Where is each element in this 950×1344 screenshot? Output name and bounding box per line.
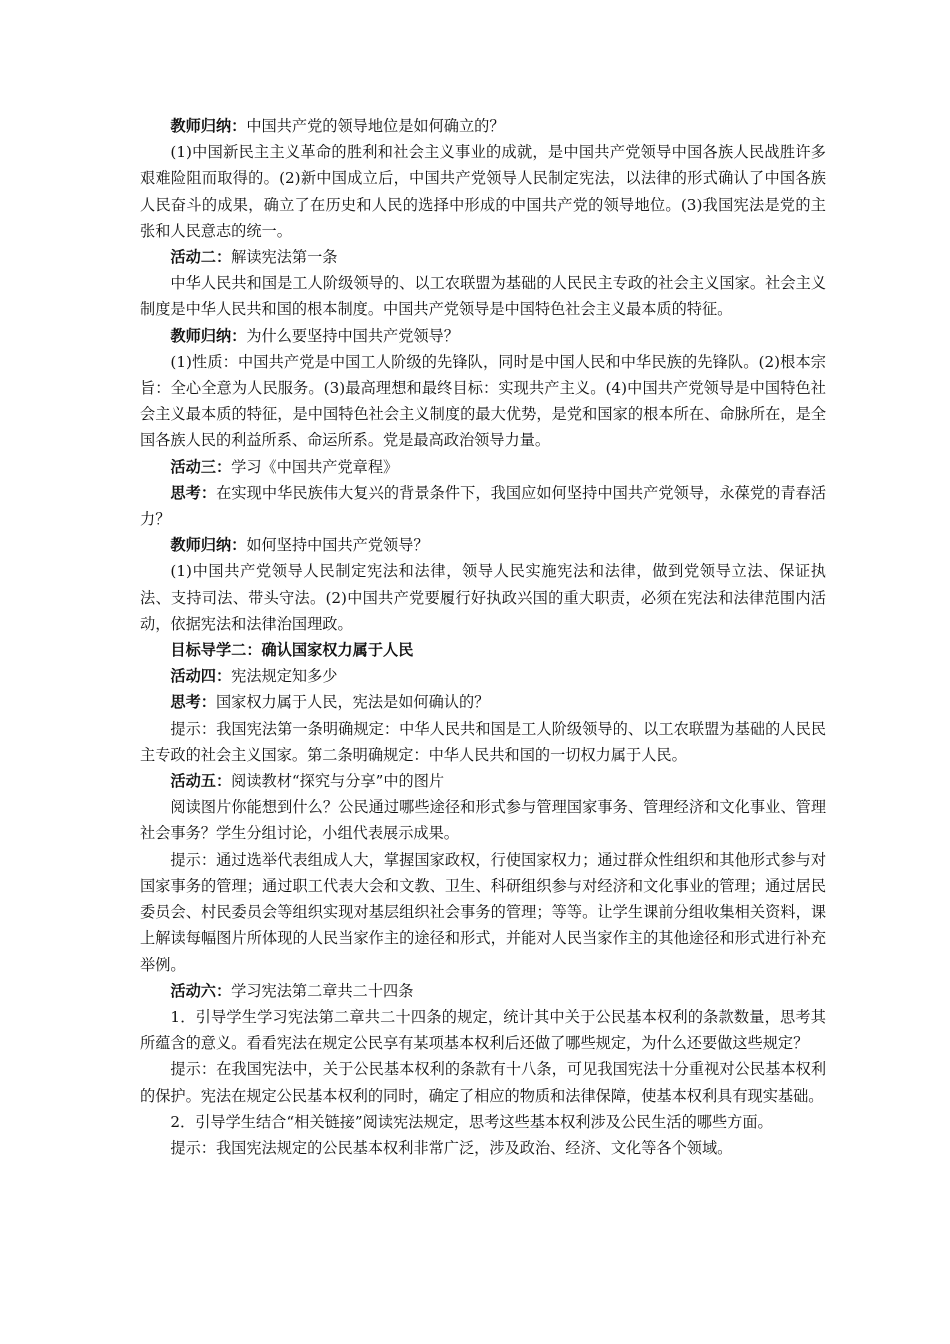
paragraph-2 — [140, 139, 826, 244]
paragraph-text: 解读宪法第一条 — [231, 248, 338, 267]
paragraph-10 — [140, 558, 826, 637]
paragraph-14 — [140, 716, 826, 768]
label-teacher-summary: 教师归纳： — [170, 326, 247, 345]
paragraph-19 — [140, 1004, 826, 1056]
paragraph-text: (1)中国新民主主义革命的胜利和社会主义事业的成就，是中国共产党领导中国各族人民战胜许多艰难险阻而取得的。(2)新中国成立后，中国共产党领导人民制定宪法，以法律的形式确认了中国各族人民奋斗的成果，确立了在历史和人民的选择中形成的中国共产党的领导地位。(3)我国宪法是党的主张和人民意志的统一。 — [140, 143, 826, 240]
paragraph-16 — [140, 794, 826, 846]
label-activity-3: 活动三： — [170, 457, 232, 476]
paragraph-text: 中华人民共和国是工人阶级领导的、以工农联盟为基础的人民民主专政的社会主义国家。社会主义制度是中华人民共和国的根本制度。中国共产党领导是中国特色社会主义最本质的特征。 — [140, 274, 826, 319]
paragraph-18 — [140, 978, 826, 1004]
label-teacher-summary: 教师归纳： — [170, 536, 247, 555]
label-think: 思考： — [170, 483, 217, 502]
label-activity-2: 活动二： — [170, 248, 232, 267]
label-activity-4: 活动四： — [170, 667, 232, 686]
paragraph-text: 阅读图片你能想到什么？公民通过哪些途径和形式参与管理国家事务、管理经济和文化事业、管理社会事务？学生分组讨论，小组代表展示成果。 — [140, 798, 826, 843]
label-teacher-summary: 教师归纳： — [170, 117, 247, 135]
paragraph-text: 学习《中国共产党章程》 — [231, 457, 399, 476]
paragraph-text: 提示：我国宪法规定的公民基本权利非常广泛，涉及政治、经济、文化等各个领域。 — [170, 1138, 733, 1157]
paragraph-15 — [140, 768, 826, 794]
paragraph-20 — [140, 1056, 826, 1108]
paragraph-21 — [140, 1109, 826, 1135]
label-think: 思考： — [170, 693, 216, 712]
paragraph-text: 提示：通过选举代表组成人大，掌握国家政权，行使国家权力；通过群众性组织和其他形式参与对国家事务的管理；通过职工代表大会和文教、卫生、科研组织参与对经济和文化事业的管理；通过居民委员会、村民委员会等组织实现对基层组织社会事务的管理；等等。让学生课前分组收集相关资料，课上解读每幅图片所体现的人民当家作主的途径和形式，并能对人民当家作主的其他途径和形式进行补充举例。 — [140, 850, 826, 974]
section-heading — [140, 637, 826, 663]
paragraph-text: 为什么要坚持中国共产党领导？ — [246, 326, 459, 345]
paragraph-text: 阅读教材“探究与分享”中的图片 — [231, 772, 445, 791]
paragraph-9 — [140, 532, 826, 558]
label-activity-5: 活动五： — [170, 772, 232, 791]
paragraph-text: 宪法规定知多少 — [231, 667, 338, 686]
paragraph-12 — [140, 663, 826, 689]
paragraph-text: 在实现中华民族伟大复兴的背景条件下，我国应如何坚持中国共产党领导，永葆党的青春活力？ — [140, 483, 827, 529]
paragraph-text: 中国共产党的领导地位是如何确立的？ — [246, 117, 505, 135]
paragraph-3 — [140, 244, 826, 270]
heading-goal-2: 目标导学二：确认国家权力属于人民 — [170, 641, 414, 660]
label-activity-6: 活动六： — [170, 981, 232, 1000]
paragraph-5 — [140, 323, 826, 349]
paragraph-text: 2．引导学生结合“相关链接”阅读宪法规定，思考这些基本权利涉及公民生活的哪些方面。 — [170, 1112, 773, 1131]
document-page — [140, 113, 826, 1161]
paragraph-4 — [140, 270, 826, 322]
paragraph-13 — [140, 689, 826, 715]
paragraph-text: (1)中国共产党领导人民制定宪法和法律，领导人民实施宪法和法律，做到党领导立法、保证执法、支持司法、带头守法。(2)中国共产党要履行好执政兴国的重大职责，必须在宪法和法律范围内活动，依据宪法和法律治国理政。 — [140, 562, 826, 633]
paragraph-6 — [140, 349, 826, 454]
paragraph-17 — [140, 847, 826, 978]
paragraph-text: 学习宪法第二章共二十四条 — [231, 981, 414, 1000]
paragraph-text: 提示：我国宪法第一条明确规定：中华人民共和国是工人阶级领导的、以工农联盟为基础的人民民主专政的社会主义国家。第二条明确规定：中华人民共和国的一切权力属于人民。 — [140, 719, 826, 764]
paragraph-text: (1)性质：中国共产党是中国工人阶级的先锋队，同时是中国人民和中华民族的先锋队。(2)根本宗旨：全心全意为人民服务。(3)最高理想和最终目标：实现共产主义。(4)中国共产党领导是中国特色社会主义最本质的特征，是中国特色社会主义制度的最大优势，是党和国家的根本所在、命脉所在，是全国各族人民的利益所系、命运所系。党是最高政治领导力量。 — [140, 352, 826, 450]
paragraph-text: 如何坚持中国共产党领导？ — [246, 536, 429, 555]
paragraph-text: 1．引导学生学习宪法第二章共二十四条的规定，统计其中关于公民基本权利的条款数量，思考其所蕴含的意义。看看宪法在规定公民享有某项基本权利后还做了哪些规定，为什么还要做这些规定？ — [140, 1007, 826, 1053]
paragraph-8 — [140, 480, 826, 532]
paragraph-22 — [140, 1135, 826, 1161]
paragraph-7 — [140, 454, 826, 480]
paragraph-text: 国家权力属于人民，宪法是如何确认的？ — [215, 693, 490, 712]
paragraph-1 — [140, 113, 826, 139]
paragraph-text: 提示：在我国宪法中，关于公民基本权利的条款有十八条，可见我国宪法十分重视对公民基本权利的保护。宪法在规定公民基本权利的同时，确定了相应的物质和法律保障，使基本权利具有现实基础。 — [140, 1060, 826, 1105]
